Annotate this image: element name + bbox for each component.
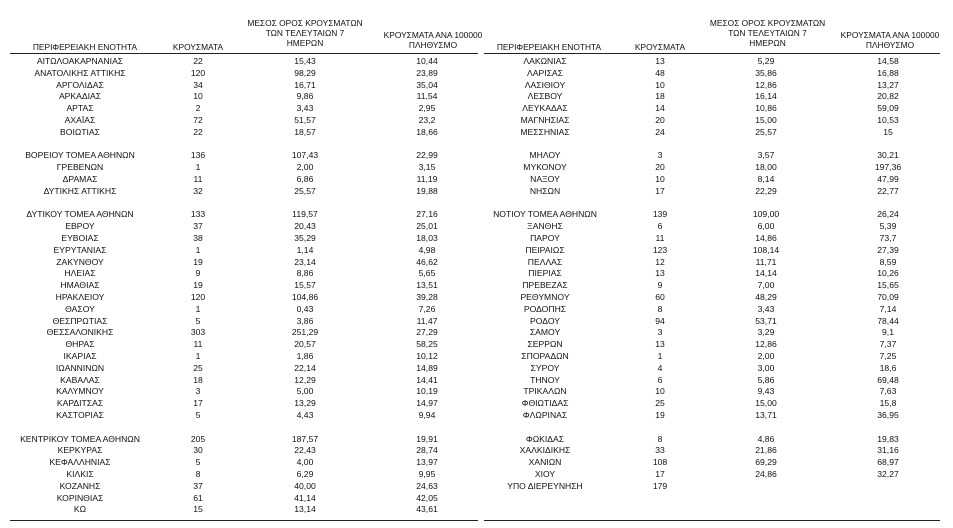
avg-cell: 9,43 [757, 386, 775, 397]
cases-cell: 10 [655, 386, 665, 397]
region-cell: ΗΡΑΚΛΕΙΟΥ [55, 292, 105, 302]
per100k-cell: 35,04 [416, 79, 438, 90]
cases-cell: 33 [655, 445, 665, 456]
per100k-cell: 59,09 [877, 103, 899, 114]
cases-cell: 3 [195, 386, 201, 397]
region-cell: ΣΥΡΟΥ [530, 362, 560, 373]
region-cell: ΑΡΤΑΣ [66, 103, 94, 114]
per100k-cell: 10,12 [416, 351, 438, 361]
avg-cell: 251,29 [291, 327, 319, 338]
right-bottom-rule [484, 520, 940, 521]
region-cell: ΠΕΛΛΑΣ [527, 256, 563, 267]
avg-cell: 35,86 [755, 67, 777, 78]
avg-cell: 12,29 [294, 374, 316, 385]
cases-cell: 5 [195, 410, 201, 420]
avg-cell: 1,14 [296, 244, 314, 255]
cases-cell: 1 [657, 351, 663, 361]
region-cell: ΚΙΛΚΙΣ [66, 469, 94, 479]
region-cell: ΔΥΤΙΚΗΣ ΑΤΤΙΚΗΣ [43, 185, 117, 196]
per100k-cell: 42,05 [416, 492, 438, 503]
cases-cell: 20 [655, 162, 665, 173]
region-cell: ΕΒΡΟΥ [65, 221, 95, 232]
left-header-per100k: ΚΡΟΥΣΜΑΤΑ ΑΝΑ 100000 ΠΛΗΘΥΣΜΟ [383, 30, 483, 50]
cases-cell: 30 [193, 445, 203, 456]
per100k-cell: 27,39 [877, 244, 899, 255]
per100k-cell: 70,09 [877, 292, 899, 302]
per100k-cell: 58,25 [416, 339, 438, 350]
per100k-cell: 14,41 [416, 374, 438, 385]
avg-cell: 13,14 [294, 504, 316, 515]
per100k-cell: 11,47 [416, 315, 438, 326]
cases-cell: 48 [655, 67, 665, 78]
avg-cell: 10,86 [755, 103, 777, 114]
per100k-cell: 27,29 [416, 327, 438, 338]
avg-cell: 7,00 [757, 280, 775, 291]
per100k-cell: 22,99 [416, 150, 438, 161]
avg-cell: 13,71 [755, 410, 777, 420]
avg-cell: 3,57 [757, 150, 775, 161]
avg-cell: 51,57 [294, 115, 316, 125]
cases-cell: 133 [190, 209, 206, 220]
right-header-region: ΠΕΡΙΦΕΡΕΙΑΚΗ ΕΝΟΤΗΤΑ [496, 42, 602, 52]
per100k-cell: 18,66 [416, 126, 438, 137]
cases-cell: 14 [655, 103, 665, 114]
region-cell: ΡΟΔΟΥ [530, 315, 560, 326]
per100k-cell: 69,48 [877, 374, 899, 385]
avg-cell: 119,57 [292, 209, 318, 220]
cases-cell: 205 [190, 433, 206, 444]
avg-cell: 107,43 [291, 150, 319, 161]
region-cell: ΣΑΜΟΥ [529, 327, 561, 338]
cases-cell: 139 [652, 209, 668, 220]
cases-cell: 4 [657, 362, 663, 373]
per100k-cell: 15,8 [879, 398, 897, 409]
per100k-cell: 10,26 [877, 268, 899, 279]
avg-cell: 0,43 [296, 303, 314, 314]
region-cell: ΓΡΕΒΕΝΩΝ [56, 162, 104, 173]
cases-cell: 179 [652, 480, 668, 491]
per100k-cell: 32,27 [877, 469, 899, 479]
per100k-cell: 7,26 [418, 303, 436, 314]
per100k-cell: 24,63 [416, 480, 438, 491]
region-cell: ΕΥΡΥΤΑΝΙΑΣ [53, 244, 107, 255]
region-cell: ΘΗΡΑΣ [65, 339, 95, 350]
avg-cell: 22,29 [755, 185, 777, 196]
cases-cell: 1 [195, 351, 201, 361]
region-cell: ΠΡΕΒΕΖΑΣ [522, 280, 568, 291]
region-cell: ΚΑΛΥΜΝΟΥ [56, 386, 104, 397]
cases-cell: 11 [193, 339, 203, 350]
region-cell: ΙΩΑΝΝΙΝΩΝ [55, 362, 105, 373]
region-cell: ΝΟΤΙΟΥ ΤΟΜΕΑ ΑΘΗΝΩΝ [493, 209, 597, 220]
per100k-cell: 8,59 [879, 256, 897, 267]
per100k-cell: 197,36 [874, 162, 902, 173]
region-cell: ΤΗΝΟΥ [530, 374, 560, 385]
avg-cell: 22,43 [294, 445, 316, 456]
avg-cell: 6,29 [296, 469, 314, 479]
per100k-cell: 23,89 [416, 67, 438, 78]
per100k-cell: 28,74 [416, 445, 438, 456]
region-cell: ΛΑΡΙΣΑΣ [527, 67, 563, 78]
avg-cell: 4,86 [757, 433, 775, 444]
cases-cell: 6 [657, 221, 663, 232]
region-cell: ΜΕΣΣΗΝΙΑΣ [520, 126, 570, 137]
per100k-cell: 26,24 [877, 209, 899, 220]
region-cell: ΑΙΤΩΛΟΑΚΑΡΝΑΝΙΑΣ [36, 56, 124, 66]
avg-cell: 14,14 [755, 268, 777, 279]
avg-cell: 15,43 [294, 56, 316, 66]
cases-cell: 17 [193, 398, 203, 409]
avg-cell: 12,86 [755, 339, 777, 350]
region-cell: ΚΕΝΤΡΙΚΟΥ ΤΟΜΕΑ ΑΘΗΝΩΝ [20, 433, 140, 444]
cases-cell: 13 [655, 339, 665, 350]
region-cell: ΝΑΞΟΥ [530, 174, 560, 184]
per100k-cell: 9,94 [418, 410, 436, 420]
region-cell: ΜΑΓΝΗΣΙΑΣ [520, 115, 570, 125]
cases-cell: 9 [195, 268, 201, 279]
per100k-cell: 7,63 [879, 386, 897, 397]
per100k-cell: 13,51 [416, 280, 438, 291]
per100k-cell: 22,77 [877, 185, 899, 196]
cases-cell: 13 [655, 268, 665, 279]
cases-cell: 11 [655, 233, 665, 243]
avg-cell: 21,86 [755, 445, 777, 456]
per100k-cell: 13,97 [416, 457, 438, 468]
cases-cell: 1 [195, 244, 201, 255]
avg-cell: 8,14 [757, 174, 775, 184]
region-cell: ΚΑΣΤΟΡΙΑΣ [56, 410, 104, 420]
avg-cell: 25,57 [755, 126, 777, 137]
avg-cell: 18,00 [755, 162, 777, 173]
per100k-cell: 11,19 [416, 174, 438, 184]
cases-cell: 1 [195, 303, 201, 314]
region-cell: ΝΗΣΩΝ [529, 185, 561, 196]
left-header-avg: ΜΕΣΟΣ ΟΡΟΣ ΚΡΟΥΣΜΑΤΩΝ ΤΩΝ ΤΕΛΕΥΤΑΙΩΝ 7 ΗΜΕΡΩΝ [247, 18, 363, 48]
region-cell: ΣΕΡΡΩΝ [527, 339, 563, 350]
avg-cell: 13,29 [294, 398, 316, 409]
region-cell: ΗΛΕΙΑΣ [64, 268, 96, 279]
cases-cell: 72 [193, 115, 203, 125]
cases-cell: 37 [193, 480, 203, 491]
region-cell: ΜΗΛΟΥ [529, 150, 561, 161]
per100k-cell: 14,89 [416, 362, 438, 373]
avg-cell: 69,29 [755, 457, 777, 468]
avg-cell: 108,14 [752, 244, 780, 255]
avg-cell: 12,86 [755, 79, 777, 90]
right-header-cases: ΚΡΟΥΣΜΑΤΑ [634, 42, 686, 52]
region-cell: ΘΑΣΟΥ [65, 303, 95, 314]
region-cell: ΖΑΚΥΝΘΟΥ [56, 256, 104, 267]
region-cell: ΑΝΑΤΟΛΙΚΗΣ ΑΤΤΙΚΗΣ [34, 67, 126, 78]
avg-cell: 8,86 [296, 268, 314, 279]
cases-cell: 10 [655, 79, 665, 90]
region-cell: ΡΟΔΟΠΗΣ [523, 303, 567, 314]
region-cell: ΑΡΚΑΔΙΑΣ [58, 91, 102, 102]
avg-cell: 23,14 [294, 256, 316, 267]
cases-cell: 38 [193, 233, 203, 243]
region-cell: ΙΚΑΡΙΑΣ [63, 351, 97, 361]
per100k-cell: 5,65 [418, 268, 436, 279]
avg-cell: 5,86 [757, 374, 775, 385]
cases-cell: 2 [195, 103, 201, 114]
region-cell: ΠΕΙΡΑΙΩΣ [525, 244, 565, 255]
per100k-cell: 10,53 [877, 115, 899, 125]
per100k-cell: 19,91 [416, 433, 438, 444]
avg-cell: 11,71 [755, 256, 777, 267]
left-header-cases: ΚΡΟΥΣΜΑΤΑ [172, 42, 224, 52]
cases-cell: 18 [193, 374, 203, 385]
cases-cell: 20 [655, 115, 665, 125]
avg-cell: 25,57 [294, 185, 316, 196]
per100k-cell: 46,62 [416, 256, 438, 267]
avg-cell: 41,14 [294, 492, 316, 503]
region-cell: ΧΑΛΚΙΔΙΚΗΣ [519, 445, 571, 456]
avg-cell: 3,43 [757, 303, 775, 314]
avg-cell: 2,00 [296, 162, 314, 173]
region-cell: ΒΟΙΩΤΙΑΣ [60, 126, 100, 137]
per100k-cell: 11,54 [416, 91, 438, 102]
cases-cell: 25 [655, 398, 665, 409]
cases-cell: 9 [657, 280, 663, 291]
avg-cell: 5,29 [757, 56, 775, 66]
avg-cell: 3,00 [757, 362, 775, 373]
avg-cell: 48,29 [755, 292, 777, 302]
per100k-cell: 31,16 [877, 445, 899, 456]
avg-cell: 6,00 [757, 221, 775, 232]
region-cell: ΣΠΟΡΑΔΩΝ [521, 351, 569, 361]
region-cell: ΤΡΙΚΑΛΩΝ [523, 386, 567, 397]
avg-cell: 1,86 [296, 351, 314, 361]
region-cell: ΑΡΓΟΛΙΔΑΣ [56, 79, 104, 90]
avg-cell: 22,14 [294, 362, 316, 373]
cases-cell: 37 [193, 221, 203, 232]
per100k-cell: 73,7 [879, 233, 897, 243]
cases-cell: 32 [193, 185, 203, 196]
per100k-cell: 15,65 [877, 280, 899, 291]
region-cell: ΞΑΝΘΗΣ [527, 221, 563, 232]
cases-cell: 18 [655, 91, 665, 102]
region-cell: ΜΥΚΟΝΟΥ [523, 162, 567, 173]
cases-cell: 3 [657, 327, 663, 338]
cases-cell: 22 [193, 56, 203, 66]
cases-cell: 1 [195, 162, 201, 173]
avg-cell: 6,86 [296, 174, 314, 184]
cases-cell: 108 [652, 457, 668, 468]
avg-cell: 104,86 [291, 292, 319, 302]
per100k-cell: 27,16 [416, 209, 438, 220]
per100k-cell: 7,25 [879, 351, 897, 361]
region-cell: ΡΕΘΥΜΝΟΥ [520, 292, 570, 302]
per100k-cell: 14,58 [877, 56, 899, 66]
per100k-cell: 23,2 [418, 115, 436, 125]
region-cell: ΥΠΟ ΔΙΕΡΕΥΝΗΣΗ [507, 480, 583, 491]
per100k-cell: 15 [883, 126, 893, 137]
per100k-cell: 3,15 [418, 162, 436, 173]
avg-cell: 15,00 [755, 115, 777, 125]
left-header-rule [10, 53, 478, 54]
cases-cell: 22 [193, 126, 203, 137]
per100k-cell: 5,39 [879, 221, 897, 232]
per100k-cell: 78,44 [877, 315, 899, 326]
avg-cell: 40,00 [294, 480, 316, 491]
avg-cell: 15,00 [755, 398, 777, 409]
avg-cell: 16,14 [755, 91, 777, 102]
cases-cell: 3 [657, 150, 663, 161]
region-cell: ΒΟΡΕΙΟΥ ΤΟΜΕΑ ΑΘΗΝΩΝ [25, 150, 135, 161]
cases-cell: 34 [193, 79, 203, 90]
cases-cell: 19 [193, 280, 203, 291]
cases-cell: 5 [195, 315, 201, 326]
cases-cell: 94 [655, 315, 665, 326]
avg-cell: 20,43 [294, 221, 316, 232]
cases-cell: 17 [655, 185, 665, 196]
per100k-cell: 18,6 [879, 362, 897, 373]
per100k-cell: 47,99 [877, 174, 899, 184]
avg-cell: 24,86 [755, 469, 777, 479]
avg-cell: 3,86 [296, 315, 314, 326]
cases-cell: 120 [190, 292, 206, 302]
cases-cell: 8 [657, 303, 663, 314]
region-cell: ΚΟΖΑΝΗΣ [59, 480, 101, 491]
cases-cell: 136 [190, 150, 206, 161]
region-cell: ΦΛΩΡΙΝΑΣ [522, 410, 568, 420]
per100k-cell: 39,28 [416, 292, 438, 302]
avg-cell: 3,29 [757, 327, 775, 338]
per100k-cell: 9,1 [882, 327, 894, 338]
cases-cell: 123 [652, 244, 668, 255]
avg-cell: 35,29 [294, 233, 316, 243]
cases-cell: 15 [193, 504, 203, 515]
region-cell: ΔΡΑΜΑΣ [62, 174, 98, 184]
avg-cell: 5,00 [296, 386, 314, 397]
region-cell: ΑΧΑΪΑΣ [64, 115, 96, 125]
region-cell: ΚΑΡΔΙΤΣΑΣ [56, 398, 104, 409]
per100k-cell: 30,21 [877, 150, 899, 161]
cases-cell: 13 [655, 56, 665, 66]
per100k-cell: 19,88 [416, 185, 438, 196]
avg-cell: 53,71 [755, 315, 777, 326]
avg-cell: 2,00 [757, 351, 775, 361]
per100k-cell: 7,37 [879, 339, 897, 350]
right-header-rule [484, 53, 940, 54]
avg-cell: 20,57 [294, 339, 316, 350]
right-header-avg: ΜΕΣΟΣ ΟΡΟΣ ΚΡΟΥΣΜΑΤΩΝ ΤΩΝ ΤΕΛΕΥΤΑΙΩΝ 7 ΗΜΕΡΩΝ [709, 18, 826, 48]
cases-cell: 12 [655, 256, 665, 267]
cases-cell: 19 [655, 410, 665, 420]
cases-cell: 25 [193, 362, 203, 373]
avg-cell: 4,43 [296, 410, 314, 420]
per100k-cell: 13,27 [877, 79, 899, 90]
per100k-cell: 43,61 [416, 504, 438, 515]
avg-cell: 4,00 [296, 457, 314, 468]
region-cell: ΦΘΙΩΤΙΔΑΣ [521, 398, 569, 409]
region-cell: ΚΟΡΙΝΘΙΑΣ [56, 492, 104, 503]
region-cell: ΠΑΡΟΥ [530, 233, 560, 243]
region-cell: ΛΑΣΙΘΙΟΥ [524, 79, 566, 90]
cases-cell: 24 [655, 126, 665, 137]
avg-cell: 14,86 [755, 233, 777, 243]
per100k-cell: 10,44 [416, 56, 438, 66]
per100k-cell: 9,95 [418, 469, 436, 479]
avg-cell: 187,57 [291, 433, 319, 444]
region-cell: ΔΥΤΙΚΟΥ ΤΟΜΕΑ ΑΘΗΝΩΝ [26, 209, 134, 220]
avg-cell: 16,71 [294, 79, 316, 90]
cases-cell: 61 [193, 492, 203, 503]
per100k-cell: 68,97 [877, 457, 899, 468]
avg-cell: 98,29 [294, 67, 316, 78]
cases-cell: 10 [193, 91, 203, 102]
region-cell: ΗΜΑΘΙΑΣ [60, 280, 100, 291]
per100k-cell: 20,82 [877, 91, 899, 102]
per100k-cell: 19,83 [877, 433, 899, 444]
region-cell: ΚΕΦΑΛΛΗΝΙΑΣ [49, 457, 111, 468]
per100k-cell: 2,95 [418, 103, 436, 114]
cases-cell: 8 [657, 433, 663, 444]
per100k-cell: 16,88 [877, 67, 899, 78]
region-cell: ΧΙΟΥ [534, 469, 556, 479]
avg-cell: 3,43 [296, 103, 314, 114]
per100k-cell: 36,95 [877, 410, 899, 420]
region-cell: ΕΥΒΟΙΑΣ [61, 233, 99, 243]
cases-cell: 6 [657, 374, 663, 385]
cases-cell: 60 [655, 292, 665, 302]
region-cell: ΚΩ [73, 504, 87, 515]
region-cell: ΘΕΣΣΑΛΟΝΙΚΗΣ [46, 327, 114, 338]
avg-cell: 18,57 [294, 126, 316, 137]
cases-cell: 5 [195, 457, 201, 468]
cases-cell: 8 [195, 469, 201, 479]
per100k-cell: 4,98 [418, 244, 436, 255]
region-cell: ΘΕΣΠΡΩΤΙΑΣ [52, 315, 108, 326]
region-cell: ΚΕΡΚΥΡΑΣ [57, 445, 103, 456]
per100k-cell: 25,01 [416, 221, 438, 232]
cases-cell: 120 [190, 67, 206, 78]
region-cell: ΛΑΚΩΝΙΑΣ [523, 56, 567, 66]
avg-cell: 9,86 [296, 91, 314, 102]
left-header-region: ΠΕΡΙΦΕΡΕΙΑΚΗ ΕΝΟΤΗΤΑ [32, 42, 138, 52]
cases-cell: 17 [655, 469, 665, 479]
region-cell: ΛΕΣΒΟΥ [527, 91, 563, 102]
per100k-cell: 18,03 [416, 233, 438, 243]
region-cell: ΠΙΕΡΙΑΣ [528, 268, 562, 279]
region-cell: ΧΑΝΙΩΝ [528, 457, 562, 468]
per100k-cell: 7,14 [879, 303, 897, 314]
region-cell: ΛΕΥΚΑΔΑΣ [522, 103, 568, 114]
cases-cell: 19 [193, 256, 203, 267]
per100k-cell: 14,97 [416, 398, 438, 409]
avg-cell: 109,00 [752, 209, 780, 220]
per100k-cell: 10,19 [416, 386, 438, 397]
cases-cell: 303 [190, 327, 206, 338]
region-cell: ΚΑΒΑΛΑΣ [60, 374, 100, 385]
avg-cell: 15,57 [294, 280, 316, 291]
cases-cell: 11 [193, 174, 203, 184]
left-bottom-rule [10, 520, 478, 521]
right-header-per100k: ΚΡΟΥΣΜΑΤΑ ΑΝΑ 100000 ΠΛΗΘΥΣΜΟ [840, 30, 940, 50]
cases-cell: 10 [655, 174, 665, 184]
region-cell: ΦΩΚΙΔΑΣ [525, 433, 565, 444]
